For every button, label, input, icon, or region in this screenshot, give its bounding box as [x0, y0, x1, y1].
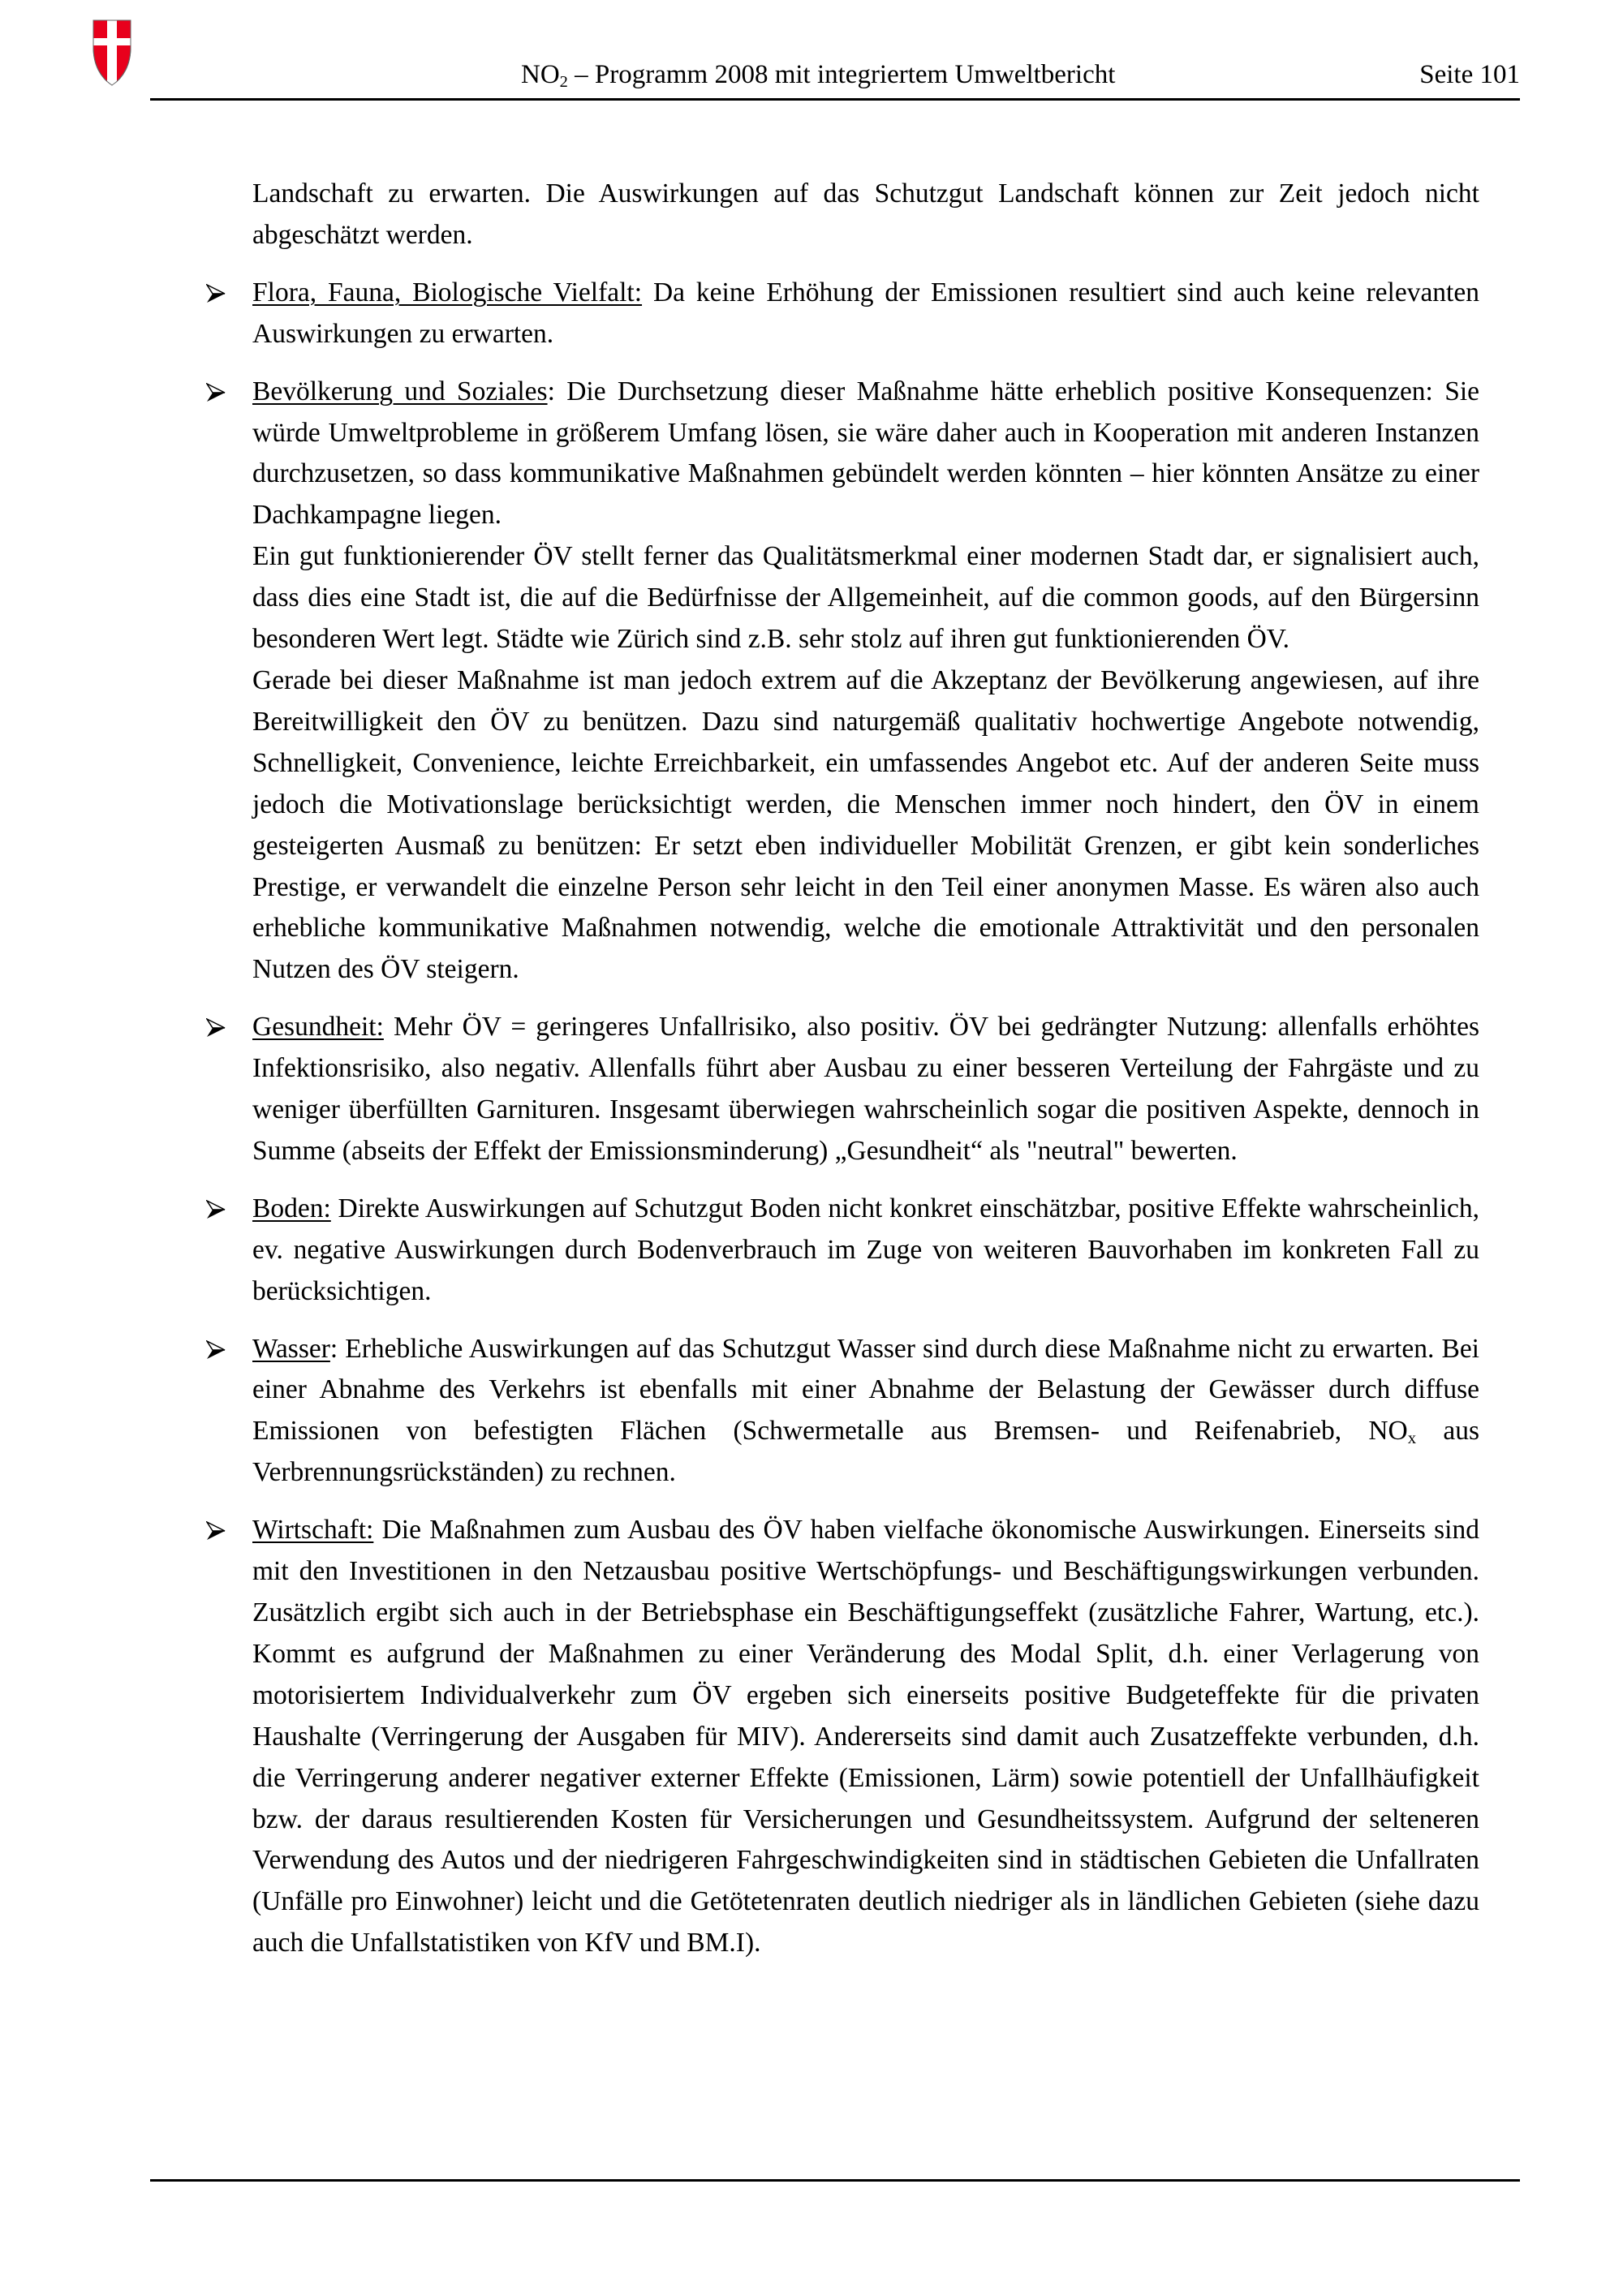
bullet-label: Boden:	[252, 1193, 331, 1223]
bullet-label: Wirtschaft:	[252, 1515, 374, 1546]
bullet-text: Direkte Auswirkungen auf Schutzgut Boden nicht konkret einschätzbar, positive Effekte wahrscheinlich, ev. negative Auswirkungen durch Bodenverbrauch im Zuge von weiteren Bauvorhaben im konkreten Fall zu berücksichtigen.	[252, 1193, 1479, 1306]
arrow-bullet-icon	[206, 1329, 226, 1370]
bullet-label: Flora, Fauna, Biologische Vielfalt:	[252, 277, 643, 307]
header-title-prefix: NO	[521, 60, 560, 89]
bullet-text: Die Maßnahmen zum Ausbau des ÖV haben vielfache ökonomische Auswirkungen. Einerseits sind mit den Investitionen in den Netzausbau positive Wertschöpfungs- und Beschäftigungswirkungen verbunden. Zusätzlich ergibt sich auch in der Betriebsphase ein Beschäftigungseffekt (zusätzliche Fahrer, Wartung, etc.). Kommt es aufgrund der Maßnahmen zu einer Veränderung des Modal Split, d.h. einer Verlagerung von motorisiertem Individualverkehr zum ÖV ergeben sich einerseits positive Budgeteffekte für die privaten Haushalte (Verringerung der Ausgaben für MIV). Andererseits sind damit auch Zusatzeffekte verbunden, d.h. die Verringerung anderer negativer externer Effekte (Emissionen, Lärm) sowie potentiell der Unfallhäufigkeit bzw. der daraus resultierenden Kosten für Versicherungen und Gesundheitssystem. Aufgrund der selteneren Verwendung des Autos und der niedrigeren Fahrgeschwindigkeiten sind in städtischen Gebieten die Unfallraten (Unfälle pro Einwohner) leicht und die Getötetenraten deutlich niedriger als in ländlichen Gebieten (siehe dazu auch die Unfallstatistiken von KfV und BM.I).	[252, 1515, 1479, 1958]
page-number: Seite 101	[1419, 60, 1520, 89]
bullet-item-boden	[252, 1189, 1479, 1313]
intro-paragraph: Landschaft zu erwarten. Die Auswirkungen auf das Schutzgut Landschaft können zur Zeit jedoch nicht abgeschätzt werden.	[252, 178, 1479, 250]
bullet-item-gesundheit	[252, 1007, 1479, 1172]
bullet-text: : Erhebliche Auswirkungen auf das Schutzgut Wasser sind durch diese Maßnahme nicht zu erwarten. Bei einer Abnahme des Verkehrs ist ebenfalls mit einer Abnahme der Belastung der Gewässer durch diffuse Emissionen von befestigten Flächen (Schwermetalle aus Bremsen- und Reifenabrieb, NO	[252, 1333, 1479, 1447]
bullet-text: Mehr ÖV = geringeres Unfallrisiko, also positiv. ÖV bei gedrängter Nutzung: allenfalls erhöhtes Infektionsrisiko, also negativ. Allenfalls führt aber Ausbau zu einer besseren Verteilung der Fahrgäste und zu weniger überfüllten Garnituren. Insgesamt überwiegen wahrscheinlich sogar die positiven Aspekte, dennoch in Summe (abseits der Effekt der Emissionsminderung) „Gesundheit“ als "neutral" bewerten.	[252, 1012, 1479, 1166]
bullet-text: : Die Durchsetzung dieser Maßnahme hätte erheblich positive Konsequenzen: Sie würde Umweltprobleme in größerem Umfang lösen, sie wäre daher auch in Kooperation mit anderen Instanzen durchzusetzen, so dass kommunikative Maßnahmen gebündelt werden könnten – hier könnten Ansätze zu einer Dachkampagne liegen.	[252, 376, 1479, 531]
bullet-item-wasser	[252, 1329, 1479, 1494]
nox-subscript: x	[1407, 1429, 1417, 1448]
bullet-item-flora	[252, 273, 1479, 355]
bullet-text: Da keine Erhöhung der Emissionen resultiert sind auch keine relevanten Auswirkungen zu erwarten.	[252, 277, 1479, 349]
footer-divider	[150, 2179, 1520, 2182]
arrow-bullet-icon	[206, 1189, 226, 1230]
bullet-label: Gesundheit:	[252, 1012, 384, 1043]
bullet-continuation: Gerade bei dieser Maßnahme ist man jedoch extrem auf die Akzeptanz der Bevölkerung angewiesen, auf ihre Bereitwilligkeit den ÖV zu benützen. Dazu sind naturgemäß qualitativ hochwertige Angebote notwendig, Schnelligkeit, Convenience, leichte Erreichbarkeit, ein umfassendes Angebot etc. Auf der anderen Seite muss jedoch die Motivationslage berücksichtigt werden, die Menschen immer noch hindert, den ÖV in einem gesteigerten Ausmaß zu benützen: Er setzt eben individueller Mobilität Grenzen, er gibt kein sonderliches Prestige, er verwandelt die einzelne Person sehr leicht in den Teil einer anonymen Masse. Es wären also auch erhebliche kommunikative Maßnahmen notwendig, welche die emotionale Attraktivität und den personalen Nutzen des ÖV steigern.	[252, 664, 1479, 985]
arrow-bullet-icon	[206, 273, 226, 314]
header-divider	[150, 98, 1520, 101]
header-title-subscript: 2	[559, 73, 568, 92]
header-title-suffix: – Programm 2008 mit integriertem Umweltbericht	[567, 60, 1116, 89]
arrow-bullet-icon	[206, 372, 226, 413]
bullet-label: Bevölkerung und Soziales	[252, 376, 548, 406]
bullet-item-bevoelkerung	[252, 372, 1479, 537]
vienna-coat-of-arms-icon	[93, 19, 131, 86]
document-body	[252, 174, 1479, 1980]
bullet-item-wirtschaft	[252, 1510, 1479, 1964]
bullet-label: Wasser	[252, 1333, 330, 1364]
arrow-bullet-icon	[206, 1510, 226, 1551]
bullet-text-end: aus Verbrennungsrückständen) zu rechnen.	[252, 1416, 1479, 1488]
arrow-bullet-icon	[206, 1007, 226, 1048]
bullet-continuation: Ein gut funktionierender ÖV stellt ferner das Qualitätsmerkmal einer modernen Stadt dar, er signalisiert auch, dass dies eine Stadt ist, die auf die Bedürfnisse der Allgemeinheit, auf die common goods, auf den Bürgersinn besonderen Wert legt. Städte wie Zürich sind z.B. sehr stolz auf ihren gut funktionierenden ÖV.	[252, 541, 1479, 655]
